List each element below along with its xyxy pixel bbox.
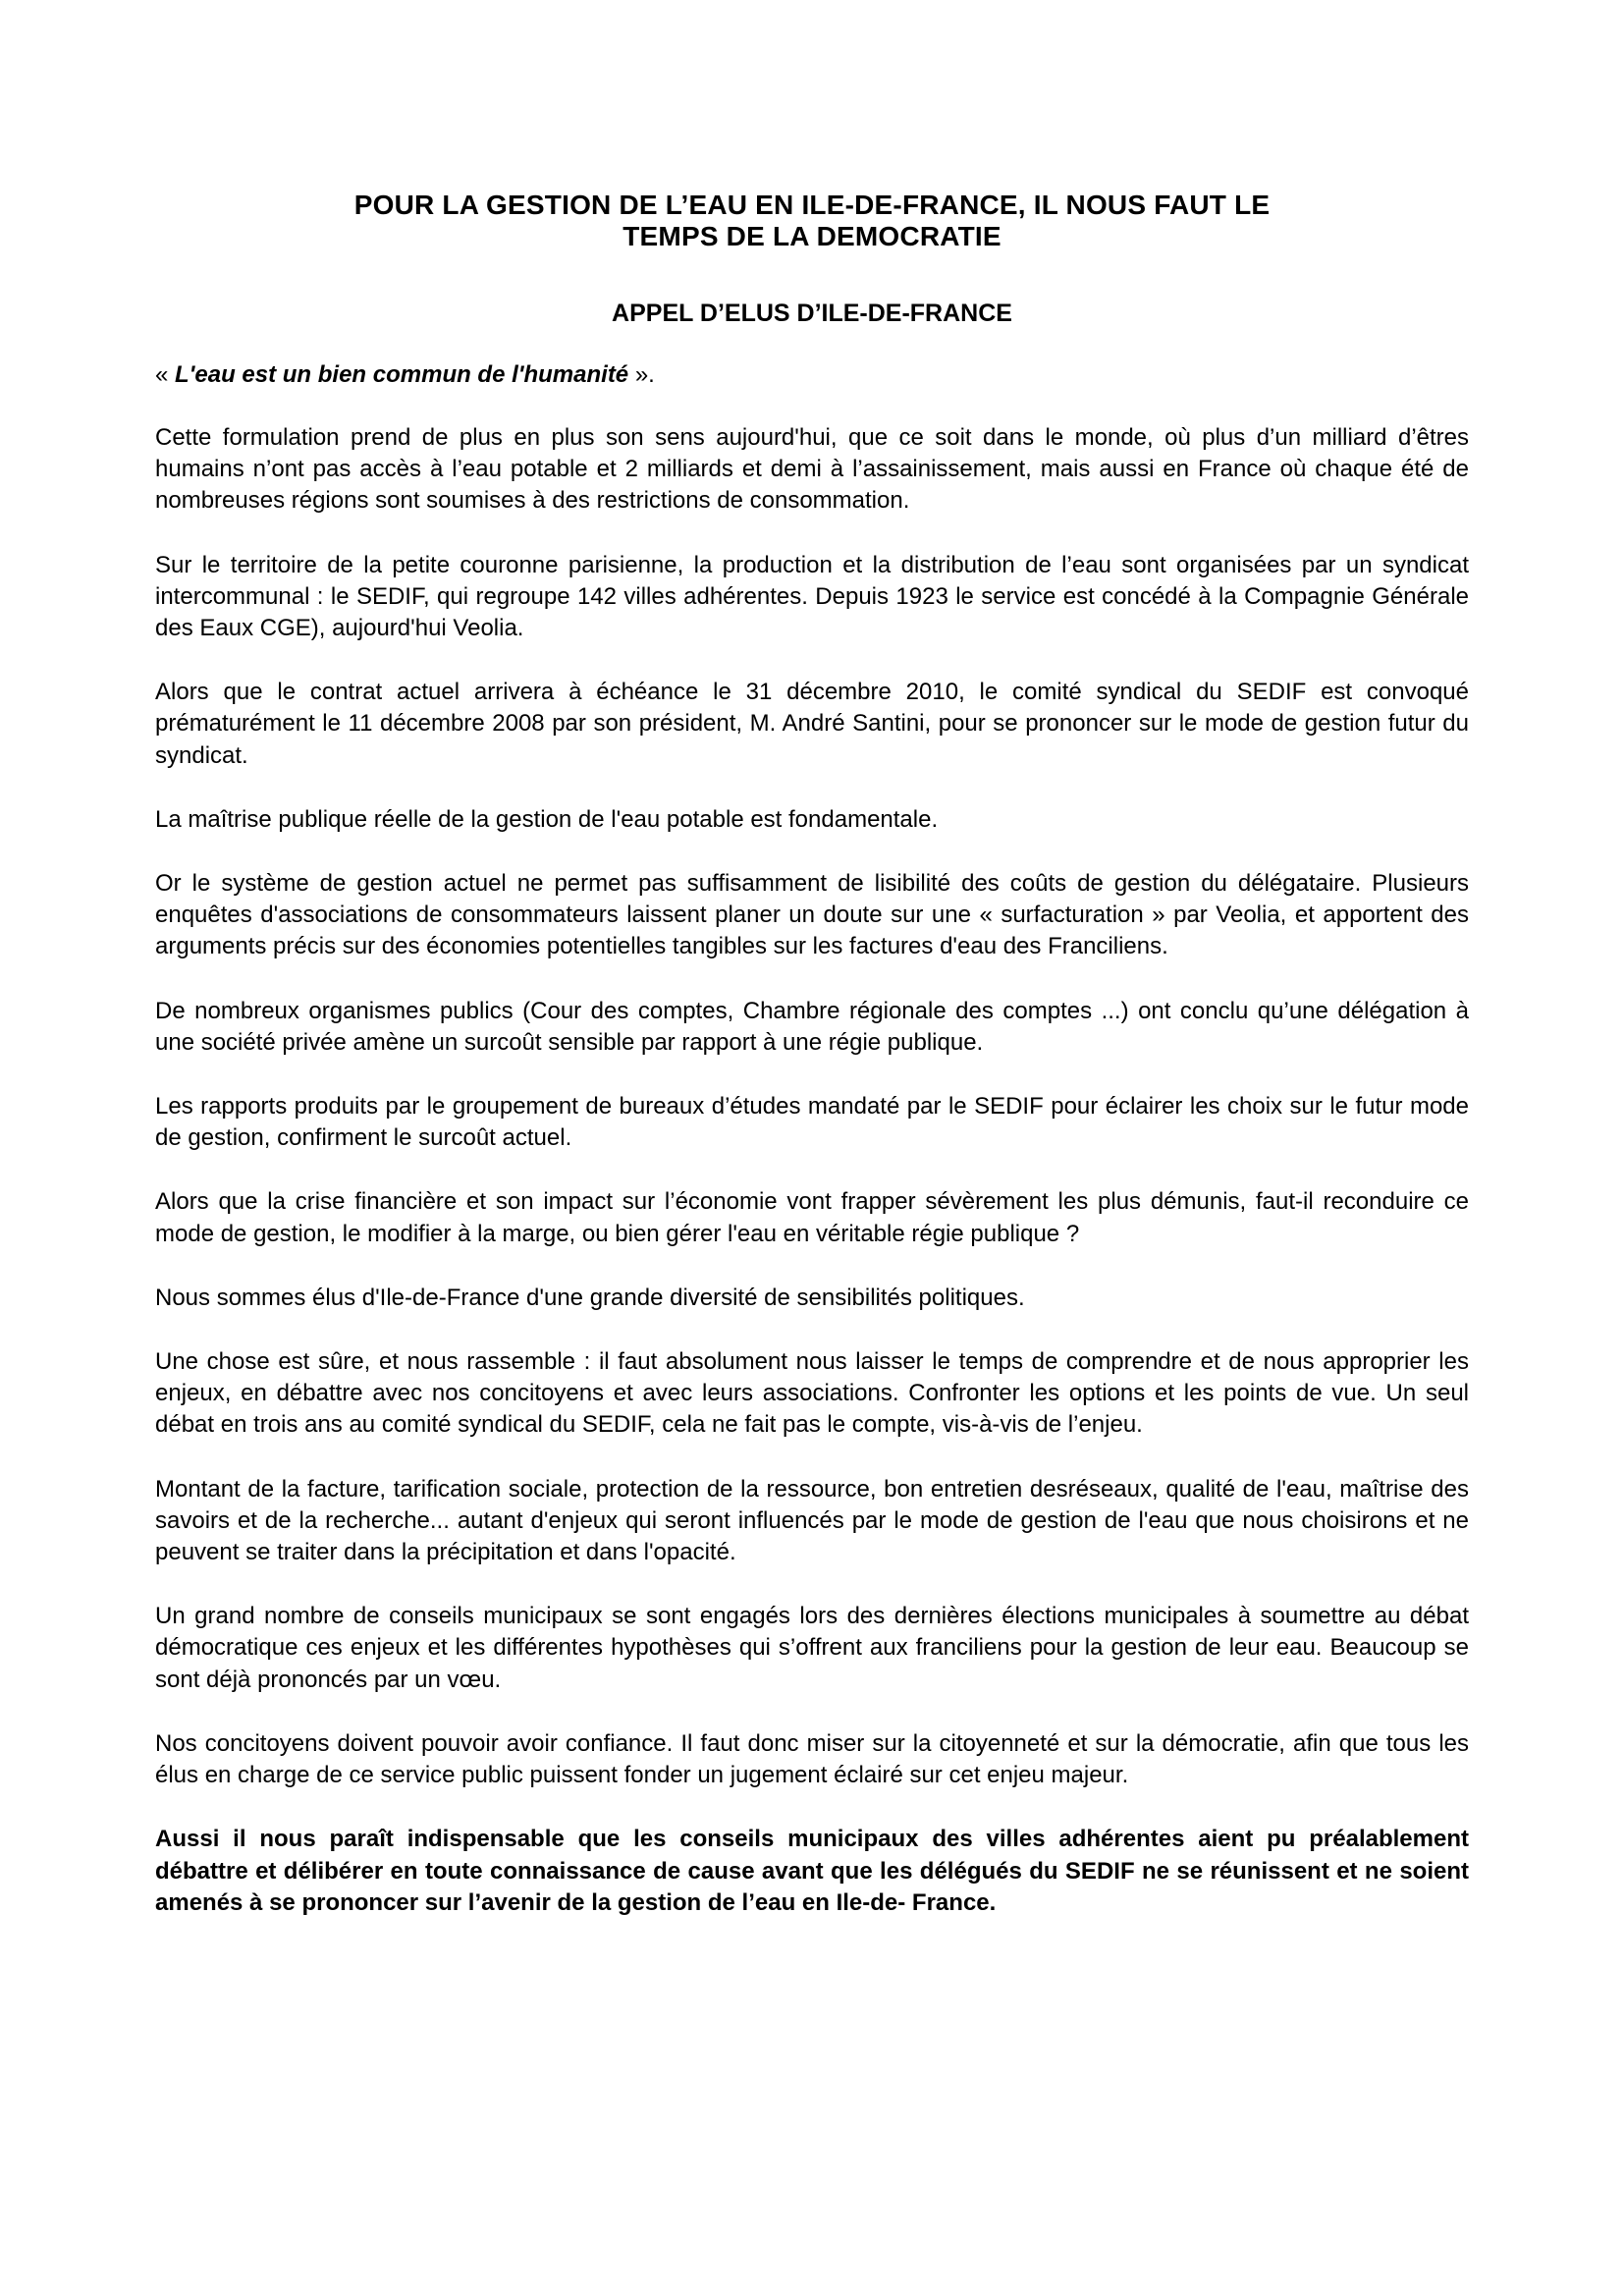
paragraph: La maîtrise publique réelle de la gestion de l'eau potable est fondamentale. — [155, 805, 939, 833]
closing-statement: Aussi il nous paraît indispensable que les conseils municipaux des villes adhérentes aient pu préalablement débattre et délibérer en toute connaissance de cause avant que les délégués du SEDIF ne se réunissent et ne soient amenés à se prononcer sur l’avenir de la gestion de l’eau en Ile-de- France. — [155, 1826, 1469, 1916]
quote-open: « — [155, 361, 176, 388]
paragraph: Les rapports produits par le groupement de bureaux d’études mandaté par le SEDIF pour éclairer les choix sur le futur mode de gestion, confirment le surcoût actuel. — [155, 1093, 1469, 1152]
paragraph: Cette formulation prend de plus en plus son sens aujourd'hui, que ce soit dans le monde, où plus d’un milliard d’êtres humains n’ont pas accès à l’eau potable et 2 milliards et demi à l’assainissement, mais aussi en France où chaque été de nombreuses régions sont soumises à des restrictions de consommation. — [155, 424, 1469, 515]
title-line-2: TEMPS DE LA DEMOCRATIE — [623, 221, 1001, 251]
paragraph: Sur le territoire de la petite couronne parisienne, la production et la distribution de l’eau sont organisées par un syndicat intercommunal : le SEDIF, qui regroupe 142 villes adhérentes. Depuis 1923 le service est concédé à la Compagnie Générale des Eaux CGE), aujourd'hui Veolia. — [155, 551, 1469, 642]
page-title — [0, 190, 1624, 252]
paragraph: Un grand nombre de conseils municipaux se sont engagés lors des dernières élections municipales à soumettre au débat démocratique ces enjeux et les différentes hypothèses qui s’offrent aux franciliens pour la gestion de leur eau. Beaucoup se sont déjà prononcés par un vœu. — [155, 1603, 1469, 1693]
paragraph: Alors que le contrat actuel arrivera à échéance le 31 décembre 2010, le comité syndical du SEDIF est convoqué prématurément le 11 décembre 2008 par son président, M. André Santini, pour se prononcer sur le mode de gestion futur du syndicat. — [155, 679, 1469, 769]
paragraph: Alors que la crise financière et son impact sur l’économie vont frapper sévèrement les plus démunis, faut-il reconduire ce mode de gestion, le modifier à la marge, ou bien gérer l'eau en véritable régie publique ? — [155, 1188, 1469, 1247]
body-text — [155, 422, 1469, 1951]
subtitle: APPEL D’ELUS D’ILE-DE-FRANCE — [612, 300, 1012, 327]
paragraph: Nos concitoyens doivent pouvoir avoir confiance. Il faut donc miser sur la citoyenneté et sur la démocratie, afin que tous les élus en charge de ce service public puissent fonder un jugement éclairé sur cet enjeu majeur. — [155, 1729, 1469, 1789]
paragraph: Or le système de gestion actuel ne permet pas suffisamment de lisibilité des coûts de gestion du délégataire. Plusieurs enquêtes d'associations de consommateurs laissent planer un doute sur une « surfacturation » par Veolia, et apportent des arguments précis sur des économies potentielles tangibles sur les factures d'eau des Franciliens. — [155, 870, 1469, 960]
title-line-1: POUR LA GESTION DE L’EAU EN ILE-DE-FRANCE, IL NOUS FAUT LE — [353, 190, 1271, 220]
epigraph-quote — [155, 359, 655, 391]
paragraph: Nous sommes élus d'Ile-de-France d'une grande diversité de sensibilités politiques. — [155, 1284, 1025, 1311]
paragraph: Montant de la facture, tarification sociale, protection de la ressource, bon entretien desréseaux, qualité de l'eau, maîtrise des savoirs et de la recherche... autant d'enjeux qui seront influencés par le mode de gestion de l'eau que nous choisirons et ne peuvent se traiter dans la précipitation et dans l'opacité. — [155, 1475, 1469, 1566]
quote-text: L'eau est un bien commun de l'humanité — [175, 361, 629, 388]
paragraph: De nombreux organismes publics (Cour des comptes, Chambre régionale des comptes ...) ont conclu qu’une délégation à une société privée amène un surcoût sensible par rapport à une régie publique. — [155, 997, 1469, 1056]
quote-close: ». — [628, 361, 655, 388]
paragraph: Une chose est sûre, et nous rassemble : il faut absolument nous laisser le temps de comprendre et de nous approprier les enjeux, en débattre avec nos concitoyens et avec leurs associations. Confronter les options et les points de vue. Un seul débat en trois ans au comité syndical du SEDIF, cela ne fait pas le compte, vis-à-vis de l’enjeu. — [155, 1348, 1469, 1439]
